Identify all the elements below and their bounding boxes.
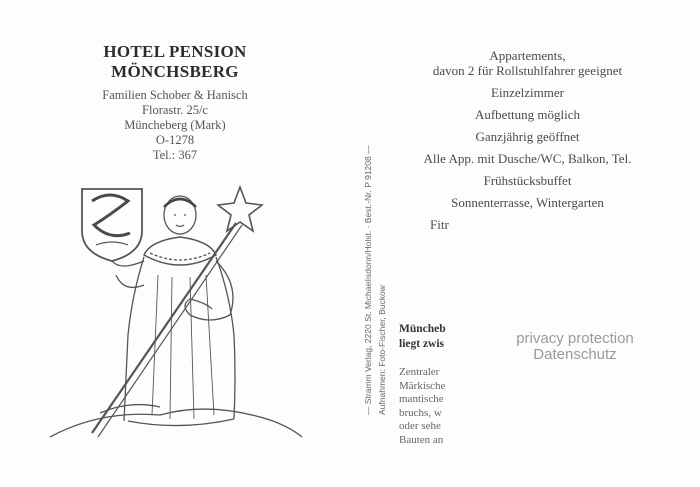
description-heading: liegt zwis xyxy=(399,338,445,350)
street-line: Florastr. 25/c xyxy=(142,103,208,117)
star-icon xyxy=(218,187,262,231)
feature-item: davon 2 für Rollstuhlfahrer geeignet xyxy=(432,63,623,78)
description-heading: Müncheb xyxy=(399,323,446,335)
monk-illustration xyxy=(40,175,310,450)
feature-item: Fitr xyxy=(430,217,449,232)
privacy-line: Datenschutz xyxy=(533,346,617,363)
feature-item: Alle App. mit Dusche/WC, Balkon, Tel. xyxy=(423,151,632,166)
feature-item: Einzelzimmer xyxy=(491,85,564,100)
privacy-line: privacy protection xyxy=(516,330,634,347)
feature-item: Appartements, xyxy=(489,48,566,63)
description-line: Zentraler xyxy=(399,366,440,378)
feature-item: Frühstücksbuffet xyxy=(483,173,572,188)
publisher-credits xyxy=(355,95,405,415)
description-line: mantische xyxy=(399,393,444,405)
phone-line: Tel.: 367 xyxy=(152,148,198,162)
feature-item: Aufbettung möglich xyxy=(474,107,581,122)
description-line: Bauten an xyxy=(399,433,444,446)
description-line: oder sehe xyxy=(399,420,441,432)
privacy-watermark xyxy=(500,331,650,363)
publisher-line: — Stramm Verlag, 2220 St. Michaelisdonn/Holst. · Best.-Nr. P 91208 — xyxy=(363,145,373,415)
feature-item: Sonnenterrasse, Wintergarten xyxy=(451,195,604,210)
city-line: Müncheberg (Mark) xyxy=(124,118,226,132)
description-fragment xyxy=(399,322,454,447)
hotel-title: HOTEL PENSION MÖNCHSBERG xyxy=(103,42,247,81)
features-list xyxy=(405,48,650,239)
feature-item: Ganzjährig geöffnet xyxy=(475,129,580,144)
description-line: bruchs, w xyxy=(399,406,442,419)
description-line: Märkische xyxy=(399,379,446,392)
shield-icon xyxy=(82,189,142,261)
owner-line: Familien Schober & Hanisch xyxy=(102,88,248,102)
photo-credit-line: Aufnahmen: Foto-Fischer, Buckow xyxy=(377,285,387,415)
hotel-header xyxy=(40,42,310,163)
postcode-line: O-1278 xyxy=(155,133,195,147)
